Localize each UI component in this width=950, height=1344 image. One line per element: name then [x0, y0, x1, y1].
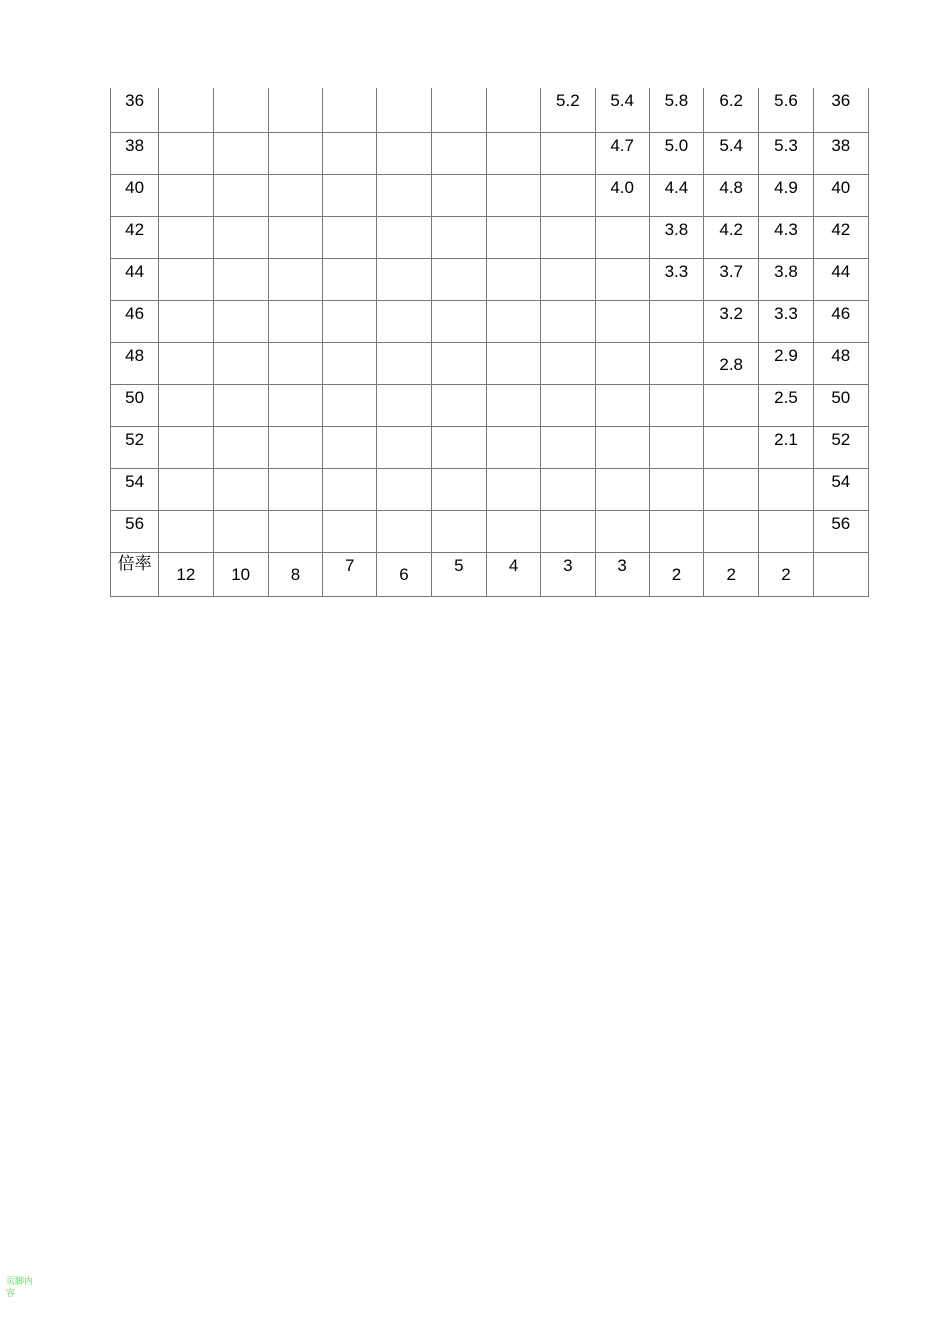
row-end-label: 54: [813, 468, 868, 510]
rate-value: 2: [704, 552, 759, 596]
table-cell: [159, 258, 213, 300]
table-cell: [595, 510, 649, 552]
table-cell: [486, 510, 540, 552]
table-cell: [486, 216, 540, 258]
table-cell: [323, 426, 377, 468]
table-cell: [213, 300, 268, 342]
table-cell: 4.7: [595, 132, 649, 174]
footer-text: 页脚内容: [6, 1277, 34, 1299]
table-cell: [159, 510, 213, 552]
row-end-label: 42: [813, 216, 868, 258]
table-cell: 5.2: [541, 88, 595, 132]
table-cell: [159, 342, 213, 384]
table-cell: [595, 216, 649, 258]
table-cell: [486, 132, 540, 174]
table-cell: [377, 258, 431, 300]
rate-value: 2: [649, 552, 703, 596]
row-label: 40: [111, 174, 159, 216]
table-cell: [541, 258, 595, 300]
row-end-label: 36: [813, 88, 868, 132]
rate-value: 12: [159, 552, 213, 596]
table-cell: [486, 426, 540, 468]
row-end-label: 50: [813, 384, 868, 426]
table-cell: [213, 258, 268, 300]
rate-value: 3: [541, 552, 595, 596]
table-cell: [431, 258, 486, 300]
table-cell: [268, 426, 322, 468]
table-cell: [377, 174, 431, 216]
row-label: 42: [111, 216, 159, 258]
table-cell: [159, 216, 213, 258]
table-row: [111, 342, 869, 384]
table-cell: [377, 132, 431, 174]
table-cell: [541, 132, 595, 174]
table-cell: [431, 342, 486, 384]
table-cell: 3.2: [704, 300, 759, 342]
table-cell: [159, 300, 213, 342]
table-cell: [323, 258, 377, 300]
table-cell: [213, 132, 268, 174]
table-cell: [649, 342, 703, 384]
table-cell: 3.7: [704, 258, 759, 300]
table-cell: [595, 426, 649, 468]
table-cell: [704, 510, 759, 552]
table-cell: [431, 468, 486, 510]
table-cell: [649, 468, 703, 510]
table-cell: [486, 384, 540, 426]
table-cell: [268, 384, 322, 426]
table-cell: [486, 88, 540, 132]
table-row: [111, 132, 869, 174]
table-cell: [377, 88, 431, 132]
table-cell: [159, 132, 213, 174]
table-row: [111, 258, 869, 300]
row-end-label: 38: [813, 132, 868, 174]
table-cell: [649, 426, 703, 468]
table-cell: 4.9: [759, 174, 813, 216]
table-cell: [377, 300, 431, 342]
row-end-label: 40: [813, 174, 868, 216]
table-row: [111, 174, 869, 216]
table-cell: [323, 468, 377, 510]
table-cell: [431, 426, 486, 468]
data-table: [110, 88, 869, 597]
table-cell: [377, 468, 431, 510]
table-cell: [268, 342, 322, 384]
table-cell: [213, 426, 268, 468]
table-cell: 4.8: [704, 174, 759, 216]
table-cell: 2.1: [759, 426, 813, 468]
table-cell: [431, 384, 486, 426]
table-cell: [431, 216, 486, 258]
rate-value: 10: [213, 552, 268, 596]
table-cell: [377, 510, 431, 552]
table-cell: [377, 342, 431, 384]
row-label: 48: [111, 342, 159, 384]
table-cell: 2.8: [704, 342, 759, 384]
table-cell: [323, 88, 377, 132]
table-cell: [431, 88, 486, 132]
table-cell: [595, 468, 649, 510]
table-cell: 4.4: [649, 174, 703, 216]
table-cell: 3.3: [649, 258, 703, 300]
table-row: [111, 216, 869, 258]
row-end-label: 48: [813, 342, 868, 384]
row-label: 56: [111, 510, 159, 552]
row-label: 54: [111, 468, 159, 510]
table-cell: [323, 216, 377, 258]
table-cell: [541, 384, 595, 426]
table-cell: [541, 300, 595, 342]
table-cell: [486, 174, 540, 216]
rate-end-cell: [813, 552, 868, 596]
table-cell: [377, 426, 431, 468]
table-cell: 3.8: [759, 258, 813, 300]
table-row: [111, 300, 869, 342]
row-label: 36: [111, 88, 159, 132]
table-cell: [486, 468, 540, 510]
table-cell: [159, 88, 213, 132]
table-cell: [704, 384, 759, 426]
table-cell: [268, 174, 322, 216]
table-cell: [268, 258, 322, 300]
table-row: [111, 88, 869, 132]
table-cell: [541, 510, 595, 552]
table-cell: [431, 174, 486, 216]
table-cell: [268, 468, 322, 510]
table-cell: [213, 88, 268, 132]
rate-value: 3: [595, 552, 649, 596]
table-cell: [704, 426, 759, 468]
row-label: 50: [111, 384, 159, 426]
table-cell: [323, 174, 377, 216]
table-cell: [759, 468, 813, 510]
table-body: [111, 88, 869, 596]
table-cell: [649, 510, 703, 552]
row-end-label: 56: [813, 510, 868, 552]
table-cell: 3.8: [649, 216, 703, 258]
row-end-label: 52: [813, 426, 868, 468]
row-label: 46: [111, 300, 159, 342]
table-cell: [213, 384, 268, 426]
rate-value: 7: [323, 552, 377, 596]
table-cell: [649, 384, 703, 426]
table-cell: [323, 132, 377, 174]
table-cell: [159, 426, 213, 468]
table-row: [111, 510, 869, 552]
table-cell: 6.2: [704, 88, 759, 132]
table-cell: [541, 174, 595, 216]
rate-value: 8: [268, 552, 322, 596]
table-cell: [159, 384, 213, 426]
table-cell: [595, 342, 649, 384]
table-cell: [541, 342, 595, 384]
table-cell: [159, 174, 213, 216]
rate-row: [111, 552, 869, 596]
table-cell: [268, 88, 322, 132]
table-cell: [268, 300, 322, 342]
table-row: [111, 468, 869, 510]
table-cell: [323, 510, 377, 552]
rate-value: 2: [759, 552, 813, 596]
table-cell: [595, 300, 649, 342]
row-end-label: 44: [813, 258, 868, 300]
table-cell: [213, 510, 268, 552]
rate-label: 倍率: [111, 552, 159, 596]
table-cell: [704, 468, 759, 510]
table-cell: [268, 216, 322, 258]
row-label: 38: [111, 132, 159, 174]
table-cell: 3.3: [759, 300, 813, 342]
table-row: [111, 384, 869, 426]
table-cell: 4.2: [704, 216, 759, 258]
table-cell: [323, 342, 377, 384]
table-cell: [431, 132, 486, 174]
table-cell: 5.6: [759, 88, 813, 132]
table-cell: [431, 300, 486, 342]
table-cell: [431, 510, 486, 552]
table-cell: 2.5: [759, 384, 813, 426]
table-cell: [541, 216, 595, 258]
table-cell: [268, 132, 322, 174]
table-cell: [649, 300, 703, 342]
table-cell: [486, 258, 540, 300]
table-cell: 5.4: [595, 88, 649, 132]
rate-value: 4: [486, 552, 540, 596]
table-cell: [541, 468, 595, 510]
table-cell: [213, 342, 268, 384]
table-cell: 2.9: [759, 342, 813, 384]
table-cell: [759, 510, 813, 552]
table-cell: [595, 384, 649, 426]
table-cell: [323, 384, 377, 426]
row-label: 44: [111, 258, 159, 300]
table-row: [111, 426, 869, 468]
rate-value: 6: [377, 552, 431, 596]
table-cell: 5.0: [649, 132, 703, 174]
table-cell: [486, 342, 540, 384]
table-cell: [213, 216, 268, 258]
table-cell: [213, 174, 268, 216]
table-cell: [541, 426, 595, 468]
table-cell: [213, 468, 268, 510]
table-cell: [595, 258, 649, 300]
row-end-label: 46: [813, 300, 868, 342]
table-cell: 5.8: [649, 88, 703, 132]
table-cell: 4.0: [595, 174, 649, 216]
table-cell: 4.3: [759, 216, 813, 258]
table-cell: 5.4: [704, 132, 759, 174]
table-cell: [159, 468, 213, 510]
rate-value: 5: [431, 552, 486, 596]
table-cell: [486, 300, 540, 342]
row-label: 52: [111, 426, 159, 468]
table-cell: [377, 216, 431, 258]
table-cell: [268, 510, 322, 552]
table-cell: [377, 384, 431, 426]
table-cell: [323, 300, 377, 342]
table-cell: 5.3: [759, 132, 813, 174]
